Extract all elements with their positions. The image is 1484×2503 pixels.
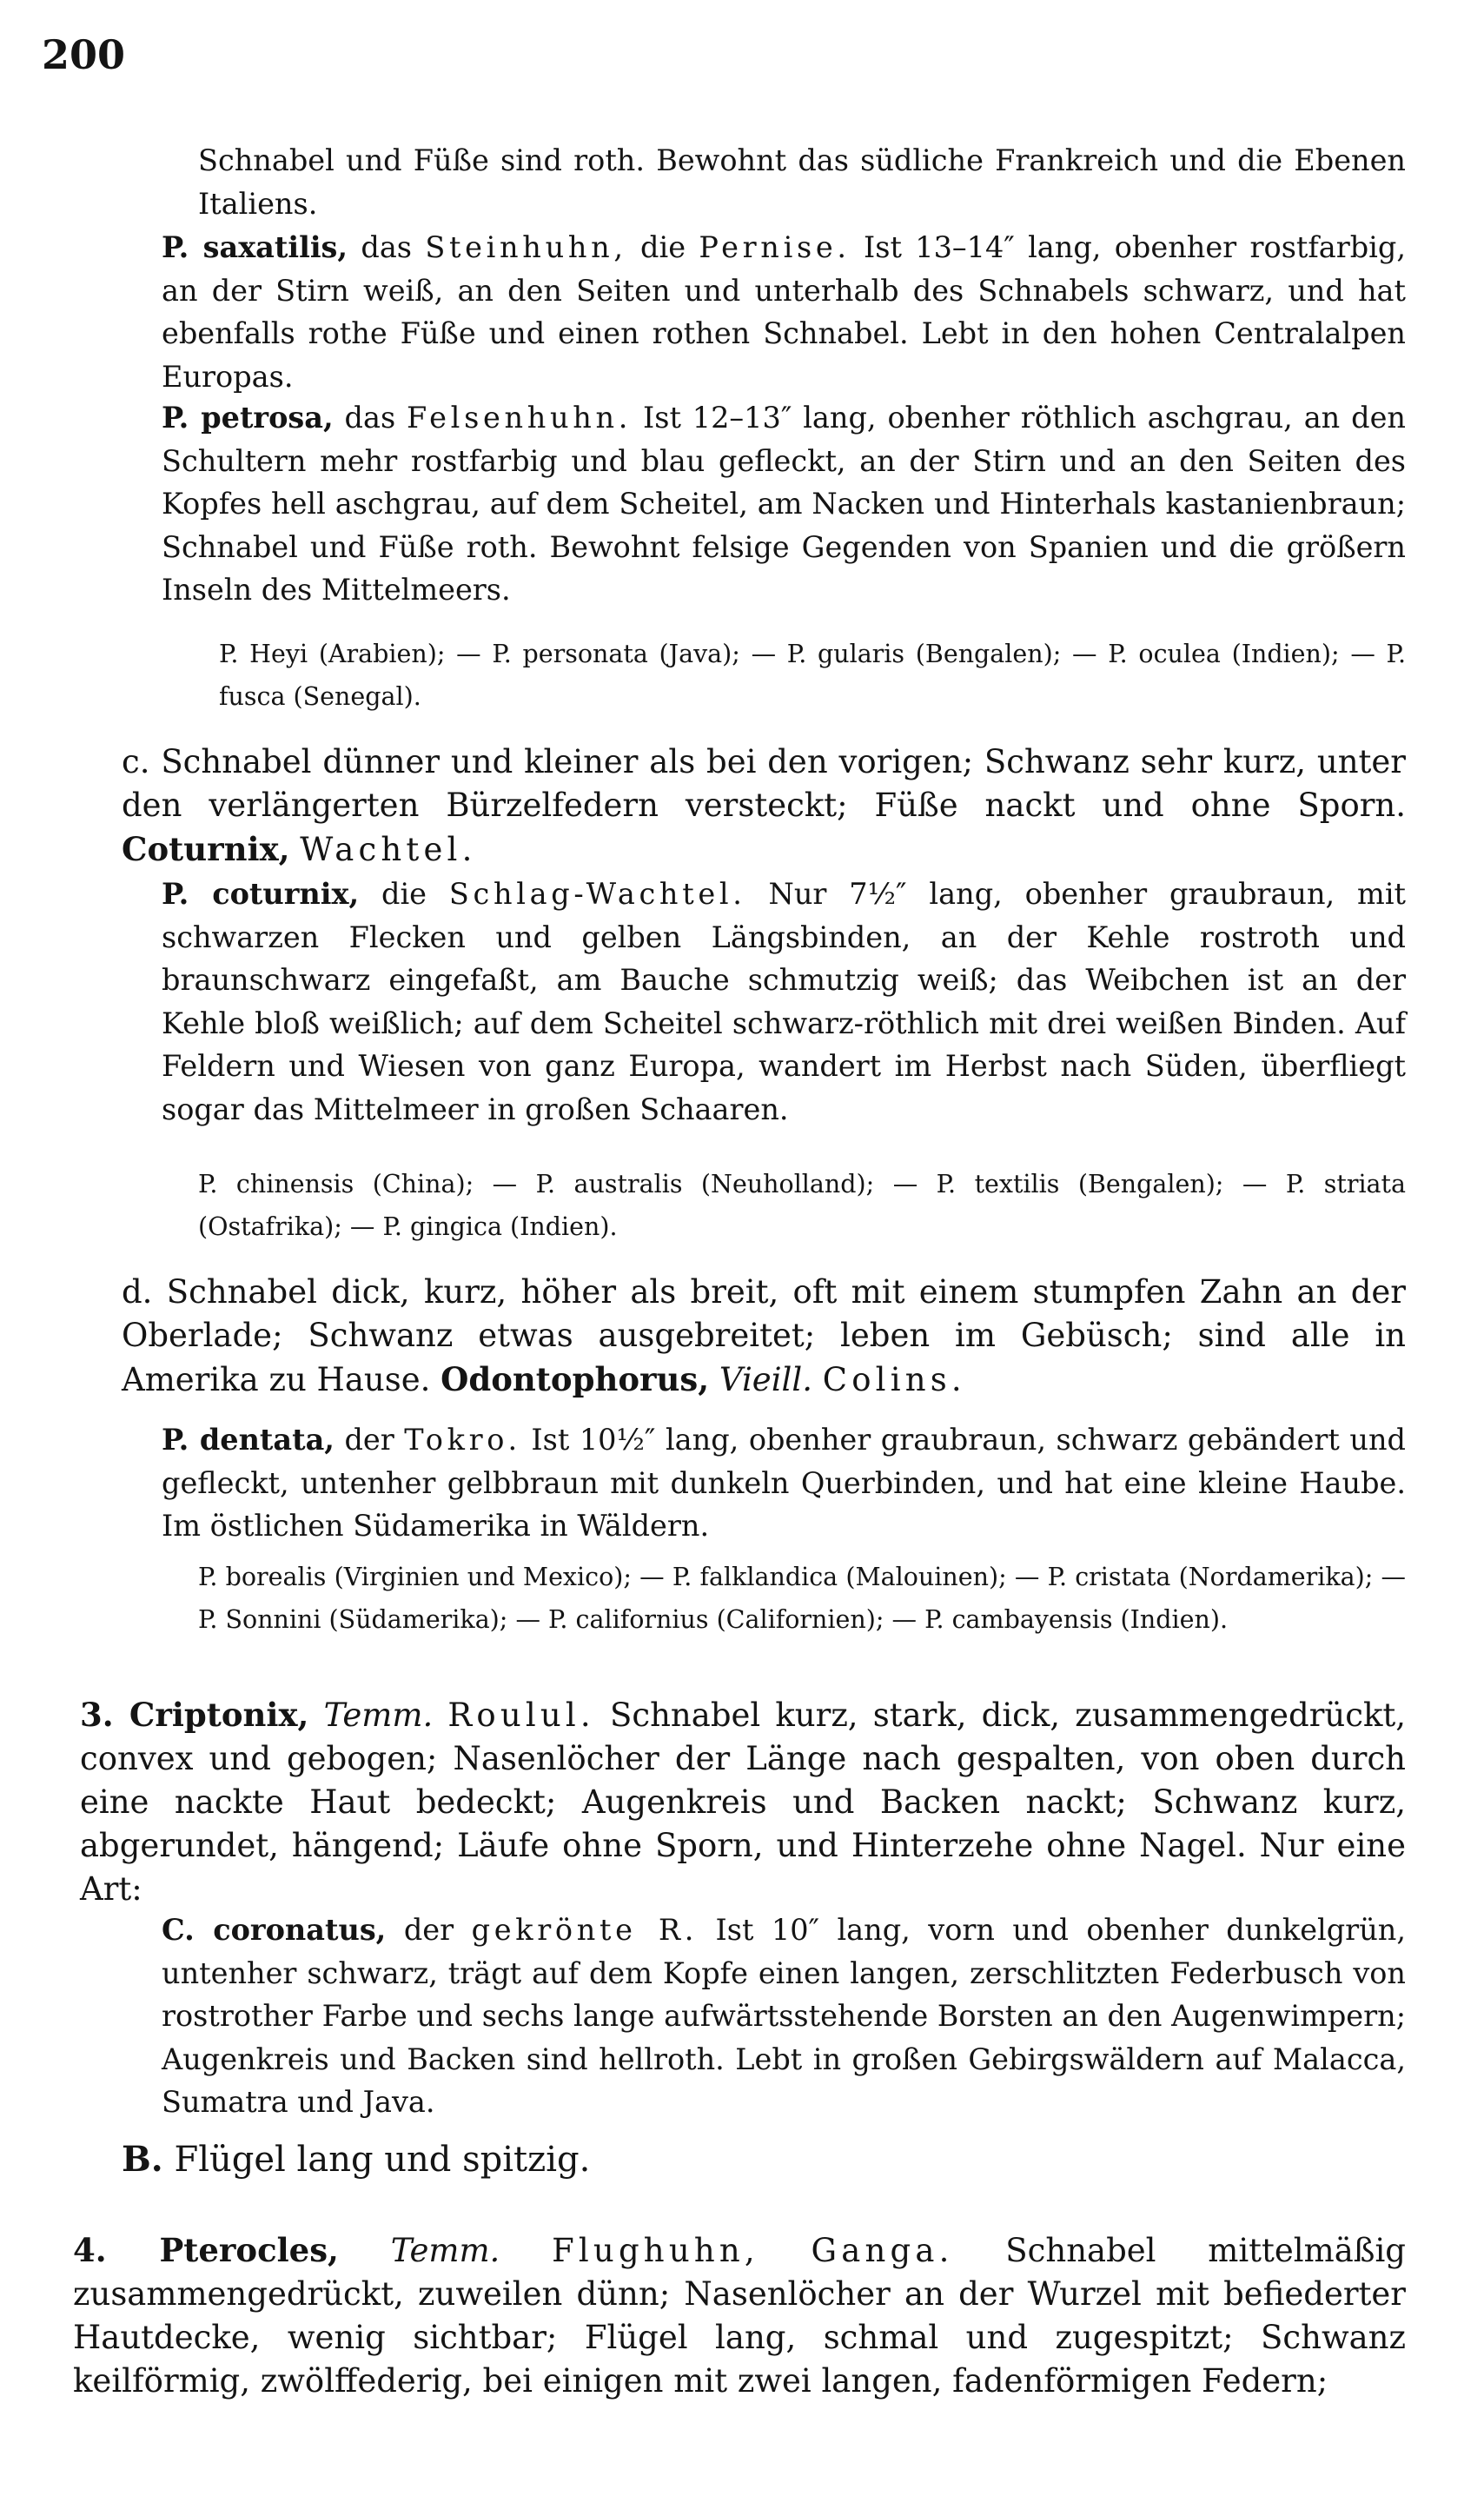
genus-name: Odontophorus, (441, 1360, 710, 1398)
common-name: Steinhuhn, (425, 230, 627, 264)
entry-text: Nur 7½″ lang, obenher graubraun, mit schwarzen Flecken und gelben Längsbinden, an der Kehle rostroth und braunschwarz eingefaßt, am Bauche schmutzig weiß; das Weibchen ist an der Kehle bloß weißlich; auf dem Scheitel schwarz-röthlich mit drei weißen Binden. Auf Feldern und Wiesen von ganz Europa, wandert im Herbst nach Süden, überfliegt sogar das Mittelmeer in großen Schaaren. (162, 877, 1406, 1126)
species-label: C. coronatus, (162, 1913, 387, 1947)
common-name: Wachtel. (300, 831, 477, 868)
common-name: gekrönte R. (471, 1913, 699, 1947)
common-name: Colins. (822, 1361, 966, 1398)
paragraph-text: Schnabel und Füße sind roth. Bewohnt das südliche Frankreich und die Ebenen Italiens. (198, 143, 1406, 221)
common-name: Roulul. (447, 1696, 595, 1734)
note-related-species-1 (219, 633, 1406, 718)
page-number: 200 (42, 31, 126, 78)
species-label: P. petrosa, (162, 401, 334, 435)
common-name: Felsenhuhn. (407, 401, 633, 435)
species-label: P. dentata, (162, 1423, 335, 1457)
common-name: Flughuhn, (552, 2232, 759, 2269)
entry-text: Ist 10″ lang, vorn und obenher dunkelgrün, untenher schwarz, trägt auf dem Kopfe einen langen, zerschlitzten Federbusch von rostrother Farbe und sechs lange aufwärtsstehende Borsten an den Augenwimpern; Augenkreis und Backen sind hellroth. Lebt in großen Gebirgswäldern auf Malacca, Sumatra und Java. (162, 1913, 1406, 2119)
species-label: P. coturnix, (162, 877, 360, 911)
genus-label: 4. Pterocles, (73, 2231, 339, 2269)
section-text: Schnabel dick, kurz, höher als breit, oft mit einem stumpfen Zahn an der Oberlade; Schwanz etwas ausgebreitet; leben im Gebüsch; sind alle in Amerika zu Hause. (122, 1273, 1406, 1398)
note-text: P. Heyi (Arabien); — P. personata (Java); — P. gularis (Bengalen); — P. oculea (Indien); — P. fusca (Senegal). (219, 640, 1406, 711)
common-name: Tokro. (404, 1423, 521, 1457)
section-text: Schnabel dünner und kleiner als bei den vorigen; Schwanz sehr kurz, unter den verlängerten Bürzelfedern versteckt; Füße nackt und ohne Sporn. (122, 743, 1406, 824)
note-related-species-3 (198, 1556, 1406, 1641)
genus-label: 3. Criptonix, (80, 1696, 309, 1734)
entry-text: Ist 13–14″ lang, obenher rostfarbig, an der Stirn weiß, an den Seiten und unterhalb des Schnabels schwarz, und hat ebenfalls rothe Füße und einen rothen Schnabel. Lebt in den hohen Centralalpen Europas. (162, 230, 1406, 394)
entry-dentata: P. dentata, der Tokro. Ist 10½″ lang, obenher graubraun, schwarz gebändert und gefleckt, untenher gelbbraun mit dunkeln Querbinden, und hat eine kleine Haube. Im östlichen Südamerika in Wäldern. (162, 1423, 1406, 1543)
species-label: P. saxatilis, (162, 230, 348, 264)
section-d (122, 1271, 1406, 1402)
section-label: c. (122, 743, 150, 780)
section-c (122, 740, 1406, 872)
entry-coronatus: C. coronatus, der gekrönte R. Ist 10″ lang, vorn und obenher dunkelgrün, untenher schwarz, trägt auf dem Kopfe einen langen, zerschlitzten Federbusch von rostrother Farbe und sechs lange aufwärtsstehende Borsten an den Augenwimpern; Augenkreis und Backen sind hellroth. Lebt in großen Gebirgswäldern auf Malacca, Sumatra und Java. (162, 1913, 1406, 2119)
genus-criptonix (80, 1693, 1406, 1911)
paragraph-rubra-end (198, 139, 1406, 225)
section-label: B. (122, 2139, 163, 2180)
note-text: P. chinensis (China); — P. australis (Neuholland); — P. textilis (Bengalen); — P. striata (Ostafrika); — P. gingica (Indien). (198, 1170, 1406, 1241)
note-text: P. borealis (Virginien und Mexico); — P. falklandica (Malouinen); — P. cristata (Nordamerika); — P. Sonnini (Südamerika); — P. californius (Californien); — P. cambayensis (Indien). (198, 1563, 1406, 1634)
common-name: Schlag-Wachtel. (448, 877, 746, 911)
section-label: d. (122, 1273, 153, 1311)
entry-text: Ist 12–13″ lang, obenher röthlich aschgrau, an den Schultern mehr rostfarbig und blau gefleckt, an der Stirn und an den Seiten des Kopfes hell aschgrau, auf dem Scheitel, am Nacken und Hinterhals kastanienbraun; Schnabel und Füße roth. Bewohnt felsige Gegenden von Spanien und die größern Inseln des Mittelmeers. (162, 401, 1406, 607)
genus-author: Temm. (390, 2232, 500, 2269)
common-name-alt: Ganga. (811, 2232, 954, 2269)
genus-name: Coturnix, (122, 830, 290, 868)
note-related-species-2 (198, 1163, 1406, 1248)
genus-text: Schnabel mittelmäßig zusammengedrückt, zuweilen dünn; Nasenlöcher an der Wurzel mit befiederter Hautdecke, wenig sichtbar; Flügel lang, schmal und zugespitzt; Schwanz keilförmig, zwölffederig, bei einigen mit zwei langen, fadenförmigen Federn; (73, 2232, 1406, 2400)
genus-text: Schnabel kurz, stark, dick, zusammengedrückt, convex und gebogen; Nasenlöcher der Länge nach gespalten, von oben durch eine nackte Haut bedeckt; Augenkreis und Backen nackt; Schwanz kurz, abgerundet, hängend; Läufe ohne Sporn, und Hinterzehe ohne Nagel. Nur eine Art: (80, 1696, 1407, 1908)
section-b-heading (122, 2138, 1406, 2181)
entry-text: Ist 10½″ lang, obenher graubraun, schwarz gebändert und gefleckt, untenher gelbbraun mit dunkeln Querbinden, und hat eine kleine Haube. Im östlichen Südamerika in Wäldern. (162, 1423, 1406, 1543)
common-name-alt: Pernise. (699, 230, 851, 264)
genus-pterocles (73, 2228, 1406, 2403)
entry-coturnix: P. coturnix, die Schlag-Wachtel. Nur 7½″ lang, obenher graubraun, mit schwarzen Flecken und gelben Längsbinden, an der Kehle rostroth und braunschwarz eingefaßt, am Bauche schmutzig weiß; das Weibchen ist an der Kehle bloß weißlich; auf dem Scheitel schwarz-röthlich mit drei weißen Binden. Auf Feldern und Wiesen von ganz Europa, wandert im Herbst nach Süden, überfliegt sogar das Mittelmeer in großen Schaaren. (162, 877, 1406, 1126)
entry-saxatilis: P. saxatilis, das Steinhuhn, die Pernise. Ist 13–14″ lang, obenher rostfarbig, an der Stirn weiß, an den Seiten und unterhalb des Schnabels schwarz, und hat ebenfalls rothe Füße und einen rothen Schnabel. Lebt in den hohen Centralalpen Europas. (162, 230, 1406, 394)
genus-author: Temm. (323, 1696, 434, 1734)
genus-author: Vieill. (719, 1361, 812, 1398)
entry-petrosa: P. petrosa, das Felsenhuhn. Ist 12–13″ lang, obenher röthlich aschgrau, an den Schultern mehr rostfarbig und blau gefleckt, an der Stirn und an den Seiten des Kopfes hell aschgrau, auf dem Scheitel, am Nacken und Hinterhals kastanienbraun; Schnabel und Füße roth. Bewohnt felsige Gegenden von Spanien und die größern Inseln des Mittelmeers. (162, 401, 1406, 607)
section-title: Flügel lang und spitzig. (174, 2140, 591, 2180)
